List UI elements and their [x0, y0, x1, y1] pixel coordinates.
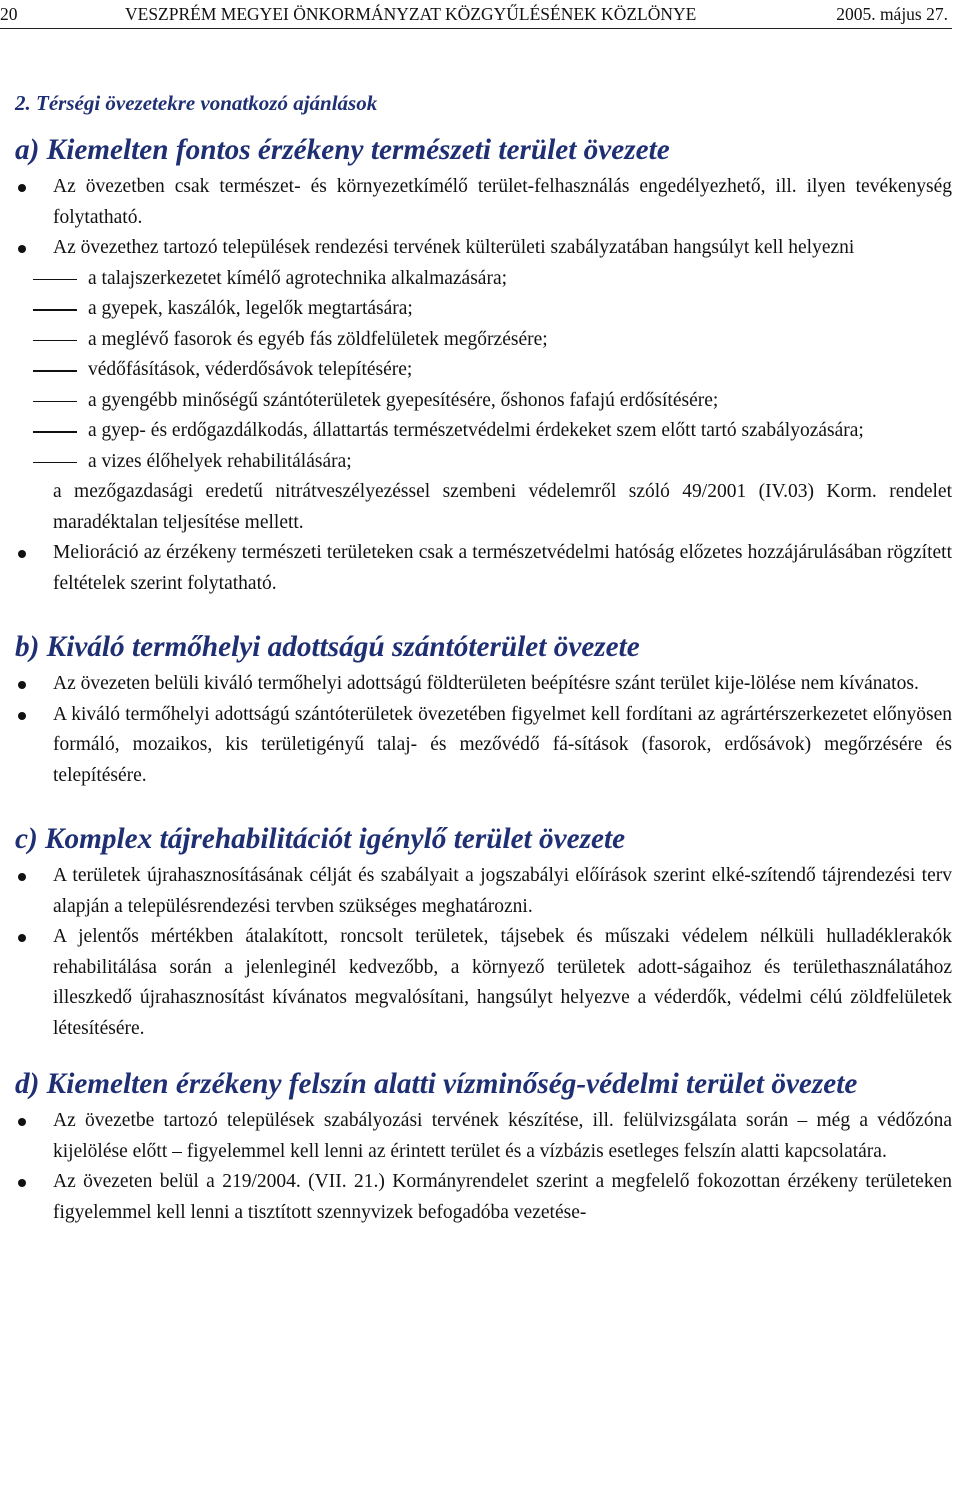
- bullet-text: Az övezethez tartozó települések rendezési tervének külterületi szabályzatában hangsúlyt kell helyezni: [53, 237, 855, 258]
- dash-item: a talajszerkezetet kímélő agrotechnika alkalmazására;: [15, 264, 952, 295]
- journal-title: VESZPRÉM MEGYEI ÖNKORMÁNYZAT KÖZGYŰLÉSÉNEK KÖZLÖNYE: [125, 4, 697, 24]
- subsection-heading-d: d) Kiemelten érzékeny felszín alatti vízminőség-védelmi terület övezete: [15, 1068, 858, 1100]
- list-item: [15, 700, 952, 792]
- bullet-list-b: [15, 669, 952, 791]
- bullet-text: A jelentős mértékben átalakított, roncsolt területek, tájsebek és műszaki védelem nélküli hulladéklerakók rehabilitálása során a jelenleginél kedvezőbb, a környező területek adott-ságaihoz és területhasználatához illeszkedő újrahasznosítást kívánatos megvalósítani, hangsúlyt helyezve a véderdők, védelmi célú zöldfelületek létesítésére.: [53, 926, 952, 1039]
- page-number: 20: [0, 4, 18, 24]
- issue-date: 2005. május 27.: [836, 4, 948, 24]
- list-item: [15, 861, 952, 922]
- bullet-text: Az övezetben csak természet- és környezetkímélő terület-felhasználás engedélyezhető, ill. ilyen tevékenység folytatható.: [53, 176, 952, 228]
- running-header: [0, 4, 952, 29]
- dash-item: a meglévő fasorok és egyéb fás zöldfelületek megőrzésére;: [15, 325, 952, 356]
- list-item: [15, 233, 952, 538]
- list-item: [15, 1106, 952, 1167]
- bullet-text: Az övezeten belüli kiváló termőhelyi adottságú földterületen beépítésre szánt terület kije-lölése nem kívánatos.: [53, 673, 919, 694]
- section-title: 2. Térségi övezetekre vonatkozó ajánlások: [15, 91, 378, 115]
- dash-item: a vizes élőhelyek rehabilitálására;: [15, 447, 952, 478]
- list-item: [15, 922, 952, 1044]
- bullet-list-c: [15, 861, 952, 1044]
- dash-item: a gyep- és erdőgazdálkodás, állattartás természetvédelmi érdekeket szem előtt tartó szabályozására;: [15, 416, 952, 447]
- dash-item: védőfásítások, véderdősávok telepítésére;: [15, 355, 952, 386]
- bullet-text: Az övezeten belül a 219/2004. (VII. 21.) Kormányrendelet szerint a megfelelő fokozottan érzékeny területeken figyelemmel kell lenni a tisztított szennyvizek befogadóba vezetése-: [53, 1171, 952, 1223]
- bullet-list-d: [15, 1106, 952, 1228]
- subsection-heading-b: b) Kiváló termőhelyi adottságú szántóterület övezete: [15, 631, 640, 663]
- list-item: [15, 669, 952, 700]
- dash-list: [15, 264, 952, 478]
- bullet-text: A kiváló termőhelyi adottságú szántóterületek övezetében figyelmet kell fordítani az agrártérszerkezetet előnyösen formáló, mozaikos, kis területigényű talaj- és mezővédő fá-sítások (fasorok, erdősávok) megőrzésére és telepítésére.: [53, 703, 952, 786]
- list-item: [15, 172, 952, 233]
- bullet-tail-text: a mezőgazdasági eredetű nitrátveszélyezéssel szembeni védelemről szóló 49/2001 (IV.03) Korm. rendelet maradéktalan teljesítése mellett.: [53, 481, 952, 533]
- page-content: [15, 86, 952, 1228]
- bullet-text: Melioráció az érzékeny természeti területeken csak a természetvédelmi hatóság előzetes hozzájárulásában rögzített feltételek szerint folytatható.: [53, 542, 952, 594]
- dash-item: a gyengébb minőségű szántóterületek gyepesítésére, őshonos fafajú erdősítésére;: [15, 386, 952, 417]
- list-item: [15, 1167, 952, 1228]
- subsection-heading-c: c) Komplex tájrehabilitációt igénylő terület övezete: [15, 823, 626, 855]
- bullet-text: A területek újrahasznosításának célját és szabályait a jogszabályi előírások szerint elké-szítendő tájrendezési terv alapján a településrendezési tervben szükséges meghatározni.: [53, 865, 952, 917]
- bullet-list-a: [15, 172, 952, 599]
- bullet-text: Az övezetbe tartozó települések szabályozási tervének készítése, ill. felülvizsgálata során – még a védőzóna kijelölése előtt – figyelemmel kell lenni az érintett terület és a vízbázis esetleges felszín alatti kapcsolatára.: [53, 1110, 952, 1162]
- list-item: [15, 538, 952, 599]
- dash-item: a gyepek, kaszálók, legelők megtartására;: [15, 294, 952, 325]
- subsection-heading-a: a) Kiemelten fontos érzékeny természeti terület övezete: [15, 134, 670, 166]
